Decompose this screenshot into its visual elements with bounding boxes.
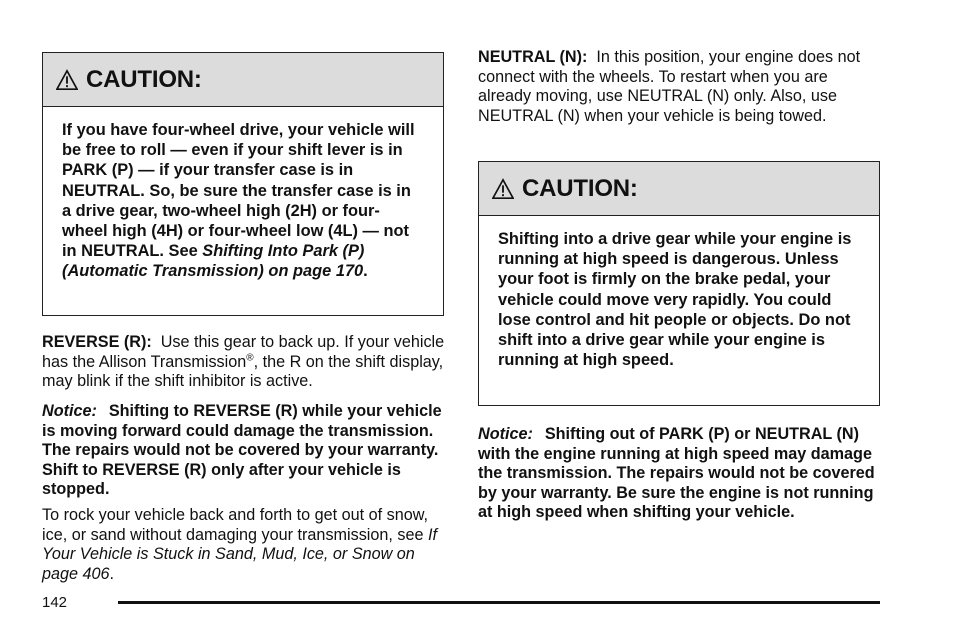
- notice-text-left: Shifting to REVERSE (R) while your vehicle is moving forward could damage the transmission. The repairs would not be covered by your warranty. Shift to REVERSE (R) only after your vehicle is stopped.: [42, 402, 442, 499]
- notice-paragraph-right: [478, 425, 882, 523]
- warning-triangle-icon: [492, 178, 514, 200]
- notice-label-left: Notice:: [42, 402, 97, 420]
- rock-text-end: .: [109, 564, 115, 583]
- caution-text-end: .: [363, 262, 368, 281]
- caution-title-left: CAUTION:: [86, 65, 202, 93]
- rock-text: To rock your vehicle back and forth to get out of snow, ice, or sand without damaging your transmission, see: [42, 506, 429, 544]
- caution-cross-reference-link: Shifting Into Park (P) (Automatic Transmission) on page 170: [62, 242, 365, 281]
- reverse-label: REVERSE (R):: [42, 333, 152, 351]
- caution-header-left: [43, 53, 443, 107]
- reverse-paragraph: [42, 333, 446, 392]
- caution-box-right: [478, 161, 880, 406]
- registered-mark: ®: [246, 352, 254, 364]
- caution-text-main: If you have four-wheel drive, your vehicle will be free to roll — even if your shift lever is in PARK (P) — if your transfer case is in NEUTRAL. So, be sure the transfer case is in a drive gear, two-wheel high (2H) or four-wheel high (4H) or four-wheel low (4L) — not in NEUTRAL. See: [62, 121, 415, 261]
- caution-title-right: CAUTION:: [522, 174, 638, 202]
- warning-triangle-icon: [56, 69, 78, 91]
- caution-header-right: [479, 162, 879, 216]
- neutral-text: In this position, your engine does not connect with the wheels. To restart when you are already moving, use NEUTRAL (N) only. Also, use NEUTRAL (N) when your vehicle is being towed.: [478, 48, 861, 125]
- neutral-label: NEUTRAL (N):: [478, 48, 588, 66]
- neutral-paragraph: [478, 48, 880, 126]
- footer-rule: [118, 601, 880, 604]
- caution-text-right: Shifting into a drive gear while your engine is running at high speed is dangerous. Unless your foot is firmly on the brake pedal, your vehicle could move very rapidly. You could lose control and hit people or objects. Do not shift into a drive gear while your engine is running at high speed.: [498, 230, 852, 370]
- caution-text-left: [43, 107, 443, 282]
- rock-paragraph: [42, 506, 446, 584]
- notice-text-right: Shifting out of PARK (P) or NEUTRAL (N) with the engine running at high speed may damage the transmission. The repairs would not be covered by your warranty. Be sure the engine is not running at high speed when shifting your vehicle.: [478, 425, 875, 522]
- caution-box-left: [42, 52, 444, 316]
- reverse-text-b: , the R on the shift display, may blink if the shift inhibitor is active.: [42, 352, 444, 391]
- rock-cross-reference-link: If Your Vehicle is Stuck in Sand, Mud, Ice, or Snow on page 406: [42, 525, 437, 583]
- reverse-text-a: Use this gear to back up. If your vehicle has the Allison Transmission: [42, 333, 445, 371]
- notice-label-right: Notice:: [478, 425, 533, 443]
- notice-paragraph-left: [42, 402, 446, 500]
- page-number: 142: [42, 594, 68, 611]
